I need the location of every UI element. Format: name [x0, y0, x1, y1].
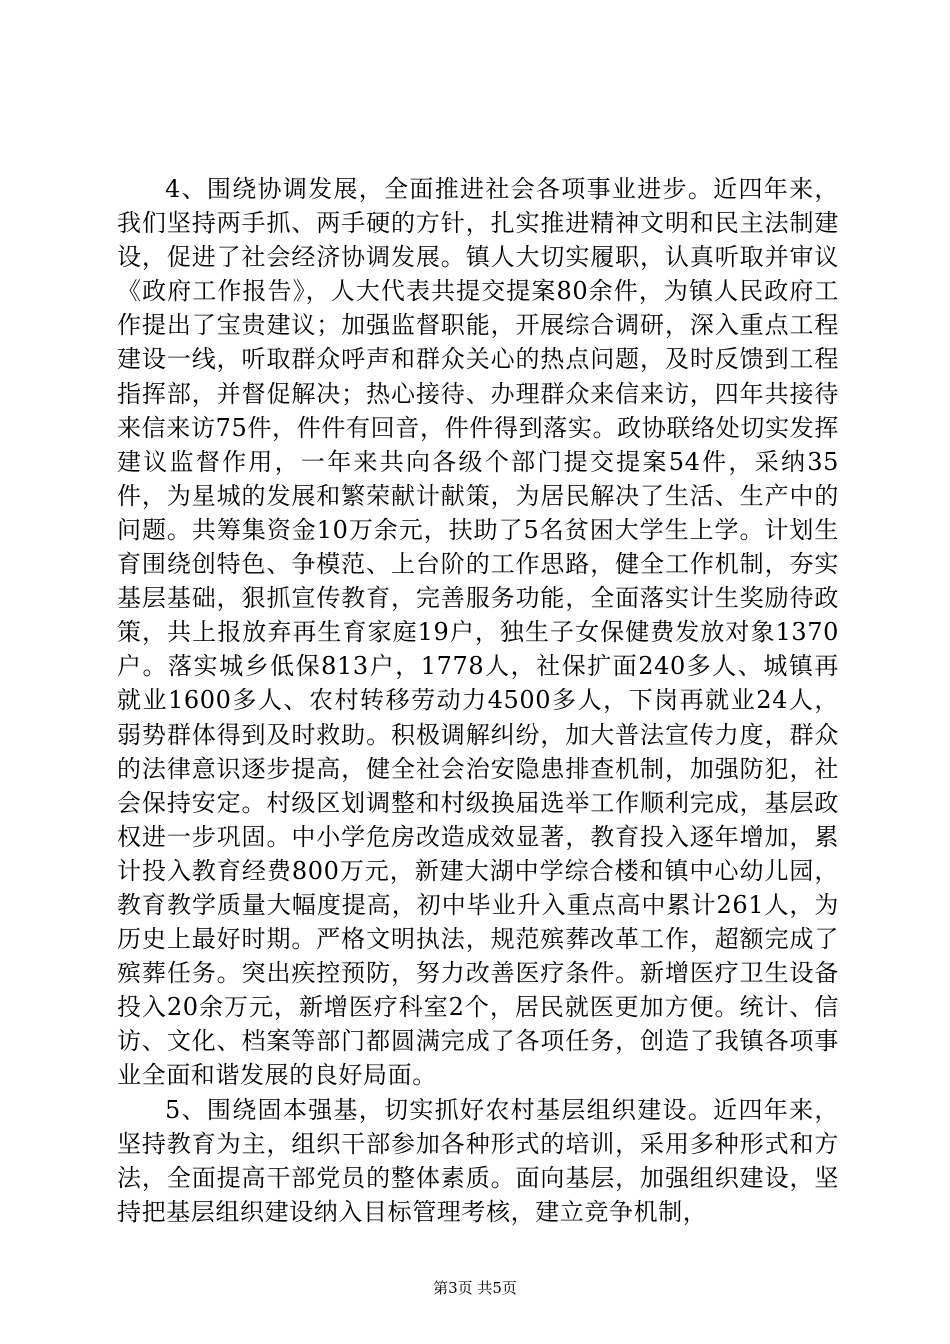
page-footer [0, 1278, 950, 1298]
paragraph-4: 4、围绕协调发展，全面推进社会各项事业进步。近四年来，我们坚持两手抓、两手硬的方针，扎实推进精神文明和民主法制建设，促进了社会经济协调发展。镇人大切实履职，认真听取并审议《政府工作报告》，人大代表共提交提案80余件，为镇人民政府工作提出了宝贵建议；加强监督职能，开展综合调研，深入重点工程建设一线，听取群众呼声和群众关心的热点问题，及时反馈到工程指挥部，并督促解决；热心接待、办理群众来信来访，四年共接待来信来访75件，件件有回音，件件得到落实。政协联络处切实发挥建议监督作用，一年来共向各级个部门提交提案54件，采纳35件，为星城的发展和繁荣献计献策，为居民解决了生活、生产中的问题。共筹集资金10万余元，扶助了5名贫困大学生上学。计划生育围绕创特色、争模范、上台阶的工作思路，健全工作机制，夯实基层基础，狠抓宣传教育，完善服务功能，全面落实计生奖励待政策，共上报放弃再生育家庭19户，独生子女保健费发放对象1370户。落实城乡低保813户，1778人，社保扩面240多人、城镇再就业1600多人、农村转移劳动力4500多人，下岗再就业24人，弱势群体得到及时救助。积极调解纠纷，加大普法宣传力度，群众的法律意识逐步提高，健全社会治安隐患排查机制，加强防犯，社会保持安定。村级区划调整和村级换届选举工作顺利完成，基层政权进一步巩固。中小学危房改造成效显著，教育投入逐年增加，累计投入教育经费800万元，新建大湖中学综合楼和镇中心幼儿园，教育教学质量大幅度提高，初中毕业升入重点高中累计261人，为历史上最好时期。严格文明执法，规范殡葬改革工作，超额完成了殡葬任务。突出疾控预防，努力改善医疗条件。新增医疗卫生设备投入20余万元，新增医疗科室2个，居民就医更加方便。统计、信访、文化、档案等部门都圆满完成了各项任务，创造了我镇各项事业全面和谐发展的良好局面。 [117, 175, 839, 1090]
document-body [117, 172, 839, 1229]
paragraph-5: 5、围绕固本强基，切实抓好农村基层组织建设。近四年来，坚持教育为主，组织干部参加各种形式的培训，采用多种形式和方法，全面提高干部党员的整体素质。面向基层，加强组织建设，坚持把基层组织建设纳入目标管理考核，建立竞争机制， [117, 1095, 839, 1226]
page-number: 第3页 共5页 [433, 1279, 517, 1297]
